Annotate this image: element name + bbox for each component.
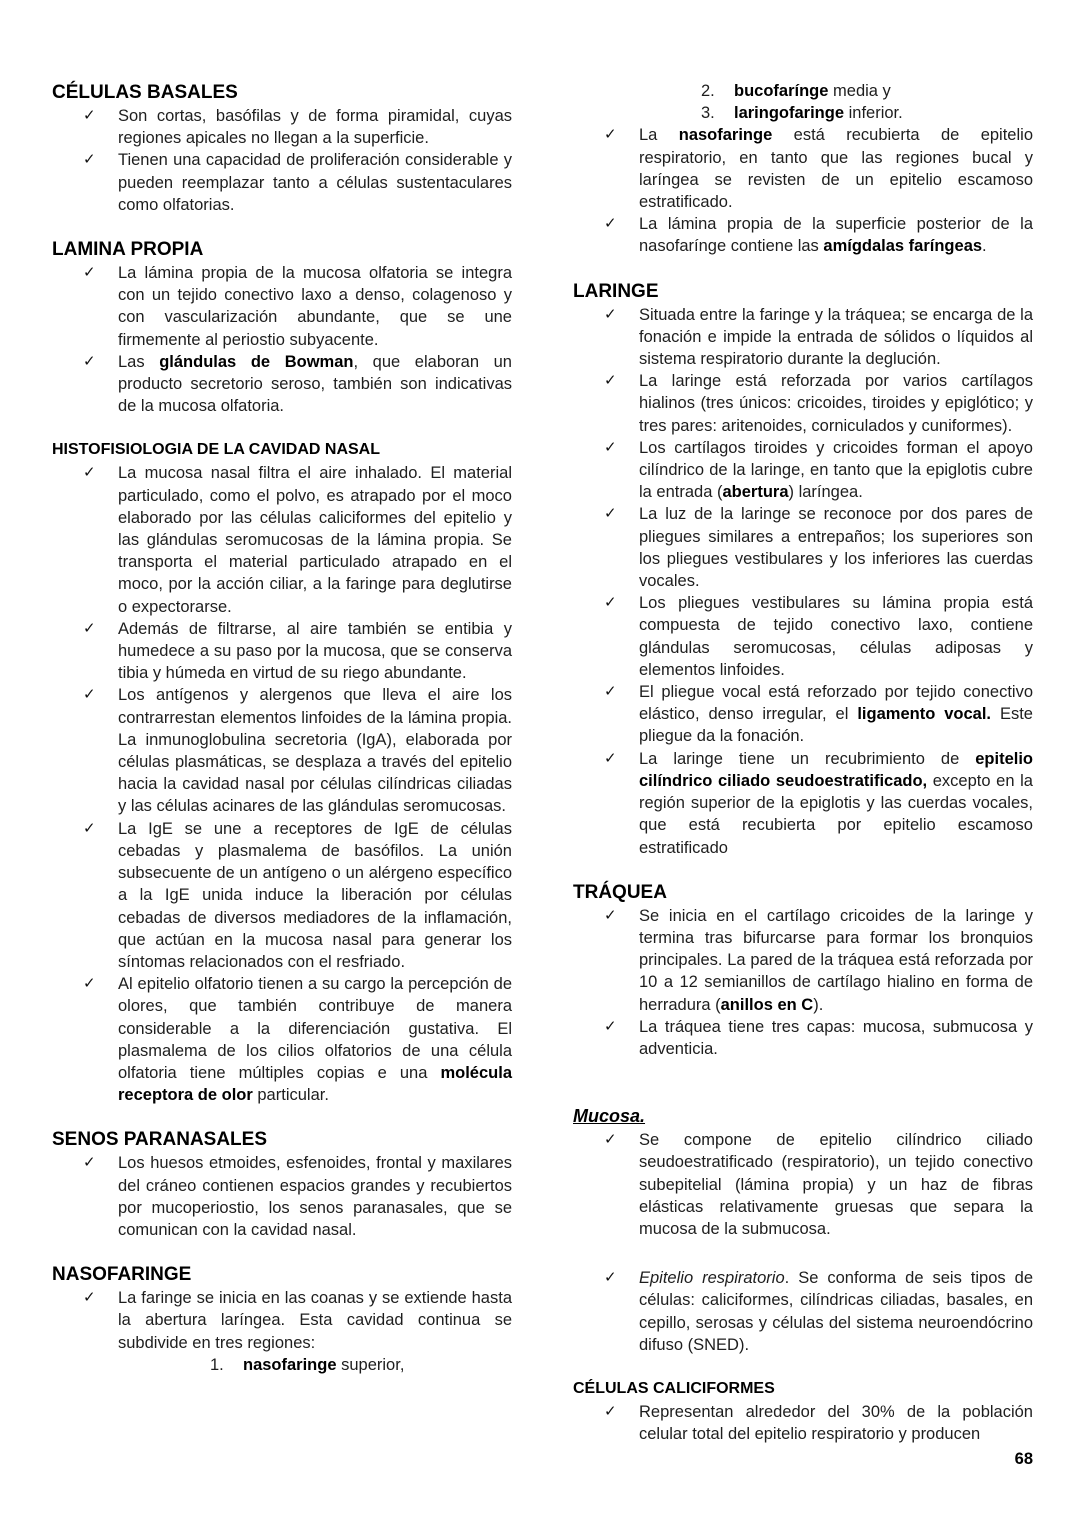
- bullet-item: [573, 370, 1033, 437]
- check-bullet-icon: ✓: [83, 107, 96, 124]
- check-bullet-icon: ✓: [83, 352, 96, 370]
- check-bullet-icon: ✓: [604, 1402, 617, 1420]
- bullet-item: [52, 1152, 512, 1241]
- section-heading: LARINGE: [573, 280, 659, 302]
- bullet-item: [573, 437, 1033, 504]
- check-bullet-icon: ✓: [83, 1154, 96, 1172]
- bullet-item: [573, 124, 1033, 213]
- bullet-text: Los cartílagos tiroides y cricoides forman el apoyo cilíndrico de la laringe, en tanto que la epiglotis cubre la entrada (abertura) laríngea.: [639, 438, 1033, 502]
- bullet-item: [573, 748, 1033, 859]
- check-bullet-icon: ✓: [83, 819, 96, 837]
- bullet-text: Situada entre la faringe y la tráquea; se encarga de la fonación e impide la entrada de sólidos o líquidos al sistema respiratorio durante la deglución.: [639, 305, 1033, 369]
- bullet-text: La laringe está reforzada por varios cartílagos hialinos (tres únicos: cricoides, tiroides y epiglótico; y tres pares: aritenoides, corniculados y cuniformes).: [639, 372, 1033, 435]
- left-column: [52, 80, 512, 1445]
- bullet-item: [573, 1401, 1033, 1445]
- bullet-item: [573, 503, 1033, 592]
- check-bullet-icon: ✓: [83, 975, 96, 993]
- bullet-text: Son cortas, basófilas y de forma piramidal, cuyas regiones apicales no llegan a la superficie.: [118, 107, 512, 148]
- check-bullet-icon: ✓: [604, 906, 617, 924]
- bullet-item: [573, 304, 1033, 371]
- bullet-text: La mucosa nasal filtra el aire inhalado. El material particulado, como el polvo, es atrapado por el moco elaborado por las células caliciformes del epitelio y las glándulas seromucosas de la lámina propia. Se transporta el material particulado atrapado en el moco, por la acción ciliar, a la faringe para deglutirse o expectorarse.: [118, 464, 512, 616]
- bullet-item: [52, 818, 512, 973]
- check-bullet-icon: ✓: [604, 305, 617, 323]
- check-bullet-icon: ✓: [604, 372, 617, 390]
- bullet-text: Al epitelio olfatorio tienen a su cargo la percepción de olores, que también contribuye de manera considerable a la diferenciación gustativa. El plasmalema de los cilios olfatorios de una célula olfatoria tiene múltiples copias e una molécula receptora de olor particular.: [118, 975, 512, 1105]
- underlined-heading: Mucosa.: [573, 1106, 646, 1127]
- check-bullet-icon: ✓: [604, 1017, 617, 1035]
- check-bullet-icon: ✓: [604, 505, 617, 523]
- bullet-text: Se inicia en el cartílago cricoides de la laringe y termina tras bifurcarse para formar los bronquios principales. La pared de la tráquea está reforzada por 10 a 12 semianillos de cartílago hialino en forma de herradura (anillos en C).: [639, 906, 1033, 1014]
- bullet-item: [573, 905, 1033, 1016]
- numbered-text: laringofaringe inferior.: [734, 104, 903, 123]
- numbered-item: [52, 1354, 512, 1376]
- bullet-text: La luz de la laringe se reconoce por dos pares de pliegues similares a entrepaños; los superiores son los pliegues vestibulares y los inferiores las cuerdas vocales.: [639, 505, 1033, 591]
- check-bullet-icon: ✓: [604, 438, 617, 456]
- bullet-text: Además de filtrarse, al aire también se entibia y humedece a su paso por la mucosa, que se conserva tibia y húmeda en virtud de su riego abundante.: [118, 619, 512, 683]
- bullet-text: Se compone de epitelio cilíndrico ciliado seudoestratificado (respiratorio), un tejido conectivo subepitelial (lámina propia) y un haz de fibras elásticas relativamente gruesas que separa la mucosa de la submucosa.: [639, 1131, 1033, 1238]
- bullet-text: Los huesos etmoides, esfenoides, frontal y maxilares del cráneo contienen espacios grandes y recubiertos por mucoperiostio, los senos paranasales, que se comunican con la cavidad nasal.: [118, 1154, 512, 1239]
- bullet-text: Las glándulas de Bowman, que elaboran un producto secretorio seroso, también son indicativas de la mucosa olfatoria.: [118, 352, 512, 416]
- list-number: 1.: [210, 1355, 224, 1374]
- bullet-text: Los antígenos y alergenos que lleva el aire los contrarrestan elementos linfoides de la lámina propia. La inmunoglobulina secretoria (IgA), elaborada por células plasmáticas, se desplaza a través del epitelio hacia la cavidad nasal por células cilíndricas ciliadas y las células acinares de las glándulas seromucosas.: [118, 686, 512, 816]
- numbered-text: bucofarínge media y: [734, 82, 891, 100]
- bullet-item: [52, 1287, 512, 1354]
- bullet-text: La IgE se une a receptores de IgE de células cebadas y plasmalema de basófilos. La unión subsecuente de un antígeno o un alérgeno específico a la IgE unida induce la liberación por células cebadas de diversos mediadores de la inflamación, que actúan en la mucosa nasal para generar los síntomas relacionados con el resfriado.: [118, 819, 512, 971]
- bullet-text: La lámina propia de la superficie posterior de la nasofarínge contiene las amígdalas faríngeas.: [639, 215, 1033, 256]
- bullet-text: El pliegue vocal está reforzado por tejido conectivo elástico, denso irregular, el ligamento vocal. Este pliegue da la fonación.: [639, 683, 1033, 746]
- bullet-text: Representan alrededor del 30% de la población celular total del epitelio respiratorio y producen: [639, 1402, 1033, 1444]
- subsection-heading: HISTOFISIOLOGIA DE LA CAVIDAD NASAL: [52, 441, 381, 459]
- bullet-text: La tráquea tiene tres capas: mucosa, submucosa y adventicia.: [639, 1017, 1033, 1058]
- check-bullet-icon: ✓: [83, 619, 96, 637]
- bullet-text: Tienen una capacidad de proliferación considerable y pueden reemplazar tanto a células sustentaculares como olfatorias.: [118, 151, 512, 214]
- bullet-item: [573, 681, 1033, 748]
- bullet-item: [573, 213, 1033, 257]
- check-bullet-icon: ✓: [604, 1131, 617, 1149]
- check-bullet-icon: ✓: [604, 126, 617, 144]
- bullet-item: [573, 1016, 1033, 1060]
- list-number: 3.: [701, 104, 715, 123]
- bullet-text: La nasofaringe está recubierta de epitelio respiratorio, en tanto que las regiones bucal y laríngea se revisten de un epitelio escamoso estratificado.: [639, 126, 1033, 212]
- numbered-item: [573, 102, 1033, 124]
- numbered-text: nasofaringe superior,: [243, 1355, 405, 1374]
- section-heading: SENOS PARANASALES: [52, 1129, 268, 1151]
- check-bullet-icon: ✓: [83, 151, 96, 169]
- page-number: 68: [1014, 1450, 1033, 1468]
- check-bullet-icon: ✓: [83, 264, 96, 282]
- section-heading: LAMINA PROPIA: [52, 239, 204, 261]
- bullet-item: [52, 973, 512, 1106]
- numbered-item: [573, 80, 1033, 102]
- list-number: 2.: [701, 82, 715, 100]
- check-bullet-icon: ✓: [83, 686, 96, 704]
- bullet-item: [52, 105, 512, 149]
- section-heading: NASOFARINGE: [52, 1264, 192, 1286]
- bullet-item: [52, 149, 512, 216]
- bullet-item: [573, 1129, 1033, 1240]
- bullet-item: [52, 351, 512, 418]
- bullet-item: [52, 462, 512, 617]
- check-bullet-icon: ✓: [604, 215, 617, 233]
- bullet-text: Los pliegues vestibulares su lámina propia está compuesta de tejido conectivo laxo, contiene glándulas seromucosas, células adiposas y elementos linfoides.: [639, 594, 1033, 679]
- bullet-text: Epitelio respiratorio. Se conforma de seis tipos de células: caliciformes, cilíndricas ciliadas, basales, en cepillo, serosas y células del sistema neuroendócrino difuso (SNED).: [639, 1269, 1034, 1354]
- bullet-text: La laringe tiene un recubrimiento de epitelio cilíndrico ciliado seudoestratificado, excepto en la región superior de la epiglotis y las cuerdas vocales, que está recubierta por epitelio escamoso estratificado: [639, 749, 1033, 857]
- bullet-item: [52, 618, 512, 685]
- bullet-text: La lámina propia de la mucosa olfatoria se integra con un tejido conectivo laxo a denso, colagenoso y con vascularización abundante, que se une firmemente al periostio subyacente.: [118, 264, 512, 349]
- check-bullet-icon: ✓: [83, 464, 96, 482]
- check-bullet-icon: ✓: [604, 1269, 617, 1287]
- check-bullet-icon: ✓: [604, 749, 617, 767]
- section-heading: CÉLULAS BASALES: [52, 82, 238, 103]
- check-bullet-icon: ✓: [604, 683, 617, 701]
- bullet-item: [573, 592, 1033, 681]
- section-heading: TRÁQUEA: [573, 881, 667, 903]
- bullet-text: La faringe se inicia en las coanas y se extiende hasta la abertura laríngea. Esta cavidad continua se subdivide en tres regiones:: [118, 1289, 512, 1352]
- right-column: [573, 80, 1033, 1445]
- check-bullet-icon: ✓: [83, 1289, 96, 1307]
- bullet-item: [573, 1267, 1033, 1356]
- two-column-layout: [52, 80, 1033, 1445]
- subsection-heading: CÉLULAS CALICIFORMES: [573, 1379, 775, 1397]
- check-bullet-icon: ✓: [604, 594, 617, 612]
- bullet-item: [52, 684, 512, 817]
- bullet-item: [52, 262, 512, 351]
